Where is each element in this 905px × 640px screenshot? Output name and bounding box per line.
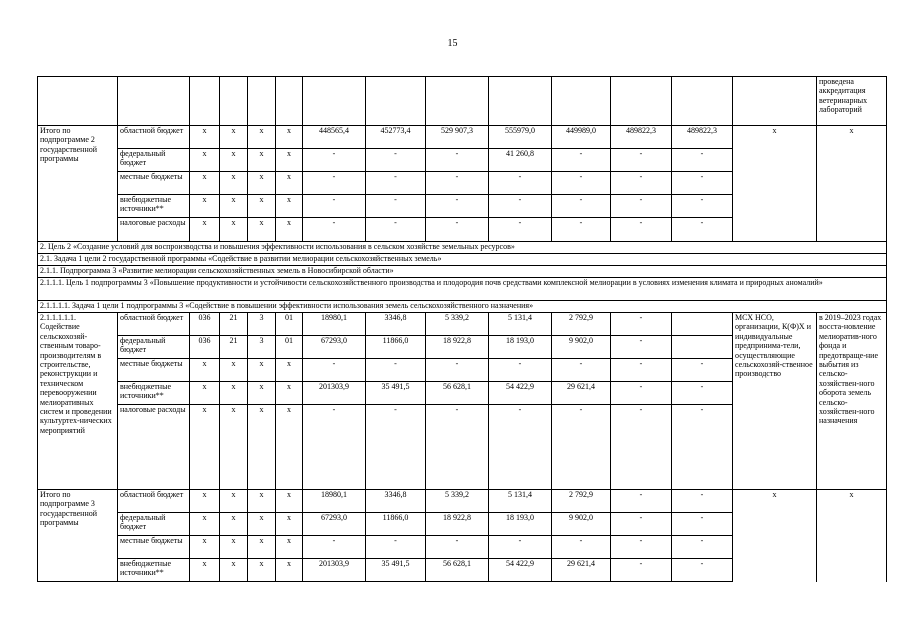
value-cell: -	[366, 405, 426, 490]
table-row	[38, 266, 887, 278]
code-cell: x	[190, 172, 220, 195]
value-cell: 11866,0	[366, 336, 426, 359]
code-cell: x	[190, 513, 220, 536]
value-cell: -	[426, 405, 489, 490]
code-cell: x	[220, 536, 248, 559]
funding-source: федеральный бюджет	[118, 149, 190, 172]
code-cell: x	[248, 172, 276, 195]
funding-source: местные бюджеты	[118, 172, 190, 195]
value-cell: -	[303, 536, 366, 559]
value-cell: 448565,4	[303, 126, 366, 149]
table-row	[38, 126, 887, 149]
value-cell: -	[611, 313, 672, 336]
code-cell: 036	[190, 336, 220, 359]
value-cell: -	[611, 405, 672, 490]
result-cell: x	[817, 126, 887, 149]
code-cell: 3	[248, 313, 276, 336]
value-cell: -	[303, 149, 366, 172]
code-cell: x	[248, 195, 276, 218]
value-cell: -	[672, 513, 733, 536]
value-cell: -	[672, 172, 733, 195]
code-cell: x	[190, 536, 220, 559]
table-row	[38, 77, 887, 126]
value-cell: -	[366, 359, 426, 382]
value-cell: 201303,9	[303, 559, 366, 582]
code-cell: x	[190, 149, 220, 172]
code-cell: x	[248, 126, 276, 149]
value-cell: -	[303, 405, 366, 490]
code-cell: 21	[220, 313, 248, 336]
code-cell: x	[190, 490, 220, 513]
code-cell: x	[276, 405, 303, 490]
code-cell: x	[190, 218, 220, 242]
value-cell: -	[552, 149, 611, 172]
section-heading: 2.1.1.1.1. Задача 1 цели 1 подпрограммы 3 «Содействие в повышении эффективности использования земель сельскохозяйственного назначения»	[38, 301, 887, 313]
value-cell: 67293,0	[303, 336, 366, 359]
result-cell	[817, 149, 887, 172]
code-cell: x	[190, 195, 220, 218]
value-cell: 56 628,1	[426, 382, 489, 405]
value-cell: 555979,0	[489, 126, 552, 149]
result-cell	[817, 172, 887, 195]
value-cell: -	[611, 536, 672, 559]
result-cell: в 2019–2023 годах восста-новление мелиоратив-ного фонда и предотвраще-ние выбытия из сельско-хозяйствен-ного оборота земель сельско-хозяйствен-ного назначения	[817, 313, 887, 490]
value-cell: -	[552, 195, 611, 218]
value-cell: -	[303, 195, 366, 218]
value-cell: 5 339,2	[426, 313, 489, 336]
value-cell: -	[611, 218, 672, 242]
page-number: 15	[447, 38, 458, 49]
value-cell: -	[552, 172, 611, 195]
table-row	[38, 195, 887, 218]
value-cell: -	[552, 359, 611, 382]
executor-cell: x	[733, 126, 817, 149]
measure-label: 2.1.1.1.1.1. Содействие сельскохозяй-ственным товаро-производителям в строительстве, реконструкции и техническом перевооружении мелиоративных систем и проведении культуртех-нических мероприятий	[38, 313, 118, 490]
executor-cell	[733, 218, 817, 242]
code-cell: x	[220, 490, 248, 513]
table-row	[38, 559, 887, 582]
code-cell: x	[248, 218, 276, 242]
section-heading: 2.1.1.1. Цель 1 подпрограммы 3 «Повышение продуктивности и устойчивости сельскохозяйственного производства и плодородия почв средствами комплексной мелиорации в условиях изменения климата и природных аномалий»	[38, 278, 887, 301]
value-cell: -	[611, 513, 672, 536]
table-row	[38, 218, 887, 242]
result-cell	[817, 218, 887, 242]
value-cell: -	[303, 359, 366, 382]
value-cell: -	[426, 195, 489, 218]
value-cell: -	[303, 218, 366, 242]
value-cell: -	[611, 149, 672, 172]
code-cell: 01	[276, 336, 303, 359]
code-cell: x	[190, 382, 220, 405]
executor-cell	[733, 513, 817, 536]
table-row	[38, 536, 887, 559]
executor-cell: МСХ НСО, организации, К(Ф)Х и индивидуальные предпринима-тели, осуществляющие сельскохозяй-ственное производство	[733, 313, 817, 490]
table-row	[38, 313, 887, 336]
result-cell	[817, 195, 887, 218]
code-cell: 01	[276, 313, 303, 336]
value-cell: -	[489, 536, 552, 559]
table-row	[38, 513, 887, 536]
value-cell: -	[611, 382, 672, 405]
value-cell: 2 792,9	[552, 490, 611, 513]
code-cell: x	[276, 536, 303, 559]
value-cell: 489822,3	[672, 126, 733, 149]
funding-source: федеральный бюджет	[118, 513, 190, 536]
code-cell: x	[276, 218, 303, 242]
table-row	[38, 149, 887, 172]
section-heading: 2.1. Задача 1 цели 2 государственной программы «Содействие в развитии мелиорации сельскохозяйственных земель»	[38, 254, 887, 266]
result-cell: проведена аккредитация ветеринарных лабораторий	[817, 77, 887, 126]
section-heading: 2. Цель 2 «Создание условий для воспроизводства и повышения эффективности использования в сельском хозяйстве земельных ресурсов»	[38, 242, 887, 254]
value-cell: 201303,9	[303, 382, 366, 405]
value-cell: -	[672, 382, 733, 405]
value-cell: -	[366, 195, 426, 218]
code-cell: x	[220, 126, 248, 149]
code-cell: x	[276, 195, 303, 218]
code-cell: x	[220, 559, 248, 582]
value-cell: 11866,0	[366, 513, 426, 536]
table-row	[38, 301, 887, 313]
value-cell: -	[672, 405, 733, 490]
code-cell: x	[248, 359, 276, 382]
code-cell: x	[190, 359, 220, 382]
value-cell: -	[426, 359, 489, 382]
value-cell: -	[611, 559, 672, 582]
value-cell: -	[489, 405, 552, 490]
funding-source: местные бюджеты	[118, 536, 190, 559]
value-cell: 5 131,4	[489, 313, 552, 336]
funding-source: налоговые расходы	[118, 218, 190, 242]
code-cell: x	[220, 513, 248, 536]
code-cell: x	[276, 490, 303, 513]
value-cell: -	[303, 172, 366, 195]
funding-source: местные бюджеты	[118, 359, 190, 382]
code-cell: x	[220, 195, 248, 218]
value-cell: 2 792,9	[552, 313, 611, 336]
funding-source: внебюджетные источники**	[118, 559, 190, 582]
value-cell: 18 193,0	[489, 513, 552, 536]
value-cell: 5 339,2	[426, 490, 489, 513]
value-cell: -	[611, 359, 672, 382]
program-table	[37, 76, 887, 582]
code-cell: x	[248, 559, 276, 582]
code-cell: x	[190, 559, 220, 582]
value-cell: 5 131,4	[489, 490, 552, 513]
code-cell: x	[276, 172, 303, 195]
code-cell: x	[220, 172, 248, 195]
funding-source: областной бюджет	[118, 490, 190, 513]
executor-cell: x	[733, 490, 817, 513]
table-row	[38, 172, 887, 195]
value-cell: -	[672, 149, 733, 172]
code-cell: x	[248, 382, 276, 405]
executor-cell	[733, 536, 817, 559]
code-cell: 3	[248, 336, 276, 359]
value-cell: -	[672, 559, 733, 582]
value-cell: 449989,0	[552, 126, 611, 149]
value-cell: -	[489, 172, 552, 195]
executor-cell	[733, 172, 817, 195]
value-cell: 29 621,4	[552, 382, 611, 405]
value-cell: -	[611, 172, 672, 195]
value-cell: 18980,1	[303, 490, 366, 513]
code-cell: x	[190, 405, 220, 490]
code-cell: x	[248, 536, 276, 559]
value-cell: 18980,1	[303, 313, 366, 336]
value-cell: 3346,8	[366, 490, 426, 513]
code-cell: x	[248, 405, 276, 490]
code-cell: x	[220, 149, 248, 172]
value-cell: 529 907,3	[426, 126, 489, 149]
value-cell: -	[611, 336, 672, 359]
value-cell: -	[426, 536, 489, 559]
code-cell: x	[220, 405, 248, 490]
value-cell: -	[552, 218, 611, 242]
value-cell: -	[489, 218, 552, 242]
subprogram-total-label: Итого по подпрограмме 3 государственной программы	[38, 490, 118, 582]
value-cell: -	[672, 195, 733, 218]
result-cell	[817, 536, 887, 559]
code-cell: 21	[220, 336, 248, 359]
code-cell: 036	[190, 313, 220, 336]
value-cell: 18 922,8	[426, 336, 489, 359]
value-cell: 29 621,4	[552, 559, 611, 582]
table-row	[38, 490, 887, 513]
funding-source: налоговые расходы	[118, 405, 190, 490]
value-cell: -	[426, 218, 489, 242]
value-cell: -	[489, 195, 552, 218]
value-cell: -	[611, 490, 672, 513]
value-cell: 9 902,0	[552, 513, 611, 536]
result-cell	[817, 513, 887, 536]
value-cell: 18 193,0	[489, 336, 552, 359]
value-cell: -	[366, 172, 426, 195]
value-cell: -	[426, 149, 489, 172]
value-cell: 3346,8	[366, 313, 426, 336]
value-cell: -	[366, 149, 426, 172]
value-cell: -	[672, 218, 733, 242]
value-cell: -	[672, 359, 733, 382]
table-body	[38, 77, 887, 582]
value-cell: 54 422,9	[489, 382, 552, 405]
funding-source: внебюджетные источники**	[118, 382, 190, 405]
code-cell: x	[220, 359, 248, 382]
funding-source: федеральный бюджет	[118, 336, 190, 359]
code-cell: x	[276, 559, 303, 582]
code-cell: x	[190, 126, 220, 149]
value-cell: 67293,0	[303, 513, 366, 536]
value-cell	[672, 313, 733, 336]
value-cell: 41 260,8	[489, 149, 552, 172]
value-cell: 35 491,5	[366, 382, 426, 405]
value-cell: 18 922,8	[426, 513, 489, 536]
result-cell	[817, 559, 887, 582]
value-cell: 452773,4	[366, 126, 426, 149]
value-cell: 35 491,5	[366, 559, 426, 582]
section-heading: 2.1.1. Подпрограмма 3 «Развитие мелиорации сельскохозяйственных земель в Новосибирской области»	[38, 266, 887, 278]
funding-source: областной бюджет	[118, 313, 190, 336]
code-cell: x	[276, 126, 303, 149]
value-cell: 9 902,0	[552, 336, 611, 359]
code-cell: x	[220, 382, 248, 405]
code-cell: x	[276, 149, 303, 172]
code-cell: x	[276, 382, 303, 405]
value-cell: -	[552, 405, 611, 490]
value-cell: -	[552, 536, 611, 559]
value-cell	[672, 336, 733, 359]
value-cell: -	[366, 536, 426, 559]
value-cell: -	[611, 195, 672, 218]
table-row	[38, 278, 887, 301]
value-cell: 56 628,1	[426, 559, 489, 582]
executor-cell	[733, 559, 817, 582]
table-row	[38, 254, 887, 266]
value-cell: -	[489, 359, 552, 382]
code-cell: x	[248, 513, 276, 536]
table-row	[38, 242, 887, 254]
code-cell: x	[276, 513, 303, 536]
value-cell: -	[672, 490, 733, 513]
code-cell: x	[248, 490, 276, 513]
executor-cell	[733, 149, 817, 172]
funding-source: областной бюджет	[118, 126, 190, 149]
value-cell: -	[426, 172, 489, 195]
subprogram-total-label: Итого по подпрограмме 2 государственной программы	[38, 126, 118, 242]
value-cell: 54 422,9	[489, 559, 552, 582]
value-cell: -	[672, 536, 733, 559]
executor-cell	[733, 195, 817, 218]
funding-source: внебюджетные источники**	[118, 195, 190, 218]
value-cell: 489822,3	[611, 126, 672, 149]
code-cell: x	[276, 359, 303, 382]
code-cell: x	[248, 149, 276, 172]
code-cell: x	[220, 218, 248, 242]
result-cell: x	[817, 490, 887, 513]
value-cell: -	[366, 218, 426, 242]
